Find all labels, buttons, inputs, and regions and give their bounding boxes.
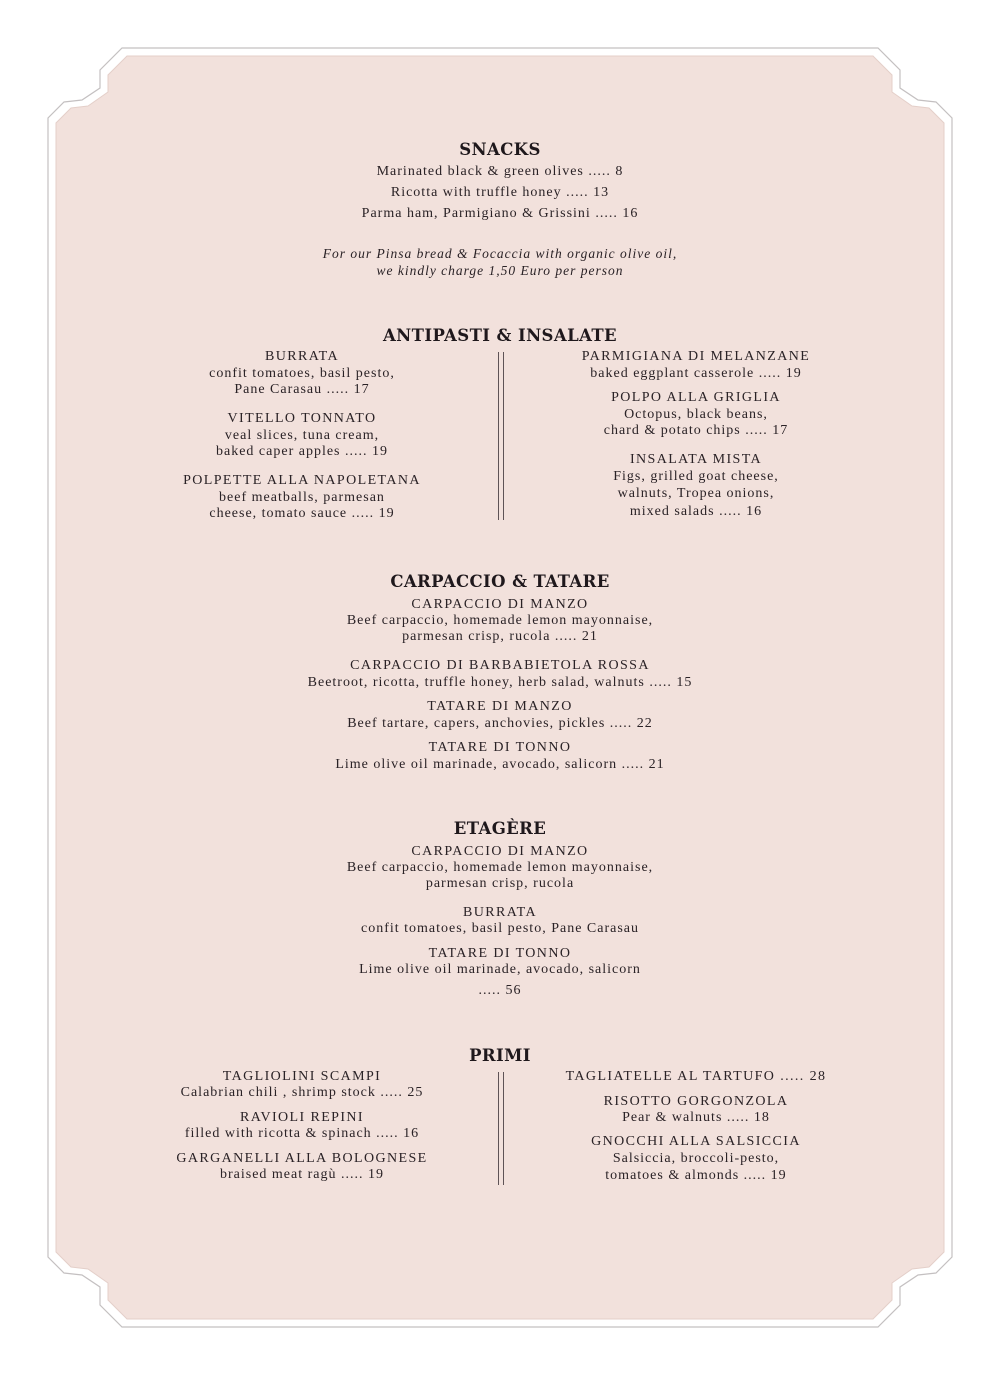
dish-name: TATARE DI TONNO [428, 740, 572, 755]
dish-description: Lime olive oil marinade, avocado, salicorn ..... 21 [335, 757, 665, 772]
dish-description: Beef carpaccio, homemade lemon mayonnaise, [346, 860, 654, 875]
dish-description: Octopus, black beans, [624, 407, 768, 422]
dish-name: POLPO ALLA GRIGLIA [611, 390, 781, 405]
dish-name: BURRATA [462, 905, 538, 920]
column-divider [498, 352, 504, 520]
carpaccio-title: CARPACCIO & TATARE [390, 572, 610, 591]
dish-name: TATARE DI TONNO [428, 946, 572, 961]
dish-description: walnuts, Tropea onions, [617, 486, 775, 501]
column-divider [498, 1072, 504, 1185]
dish-description: Salsiccia, broccoli-pesto, [612, 1151, 780, 1166]
snacks-title: SNACKS [459, 140, 541, 159]
dish-description: confit tomatoes, basil pesto, Pane Carasau [361, 921, 639, 936]
dish-description: braised meat ragù ..... 19 [219, 1167, 384, 1182]
dish-name: GNOCCHI ALLA SALSICCIA [591, 1134, 801, 1149]
dish-name: INSALATA MISTA [629, 452, 763, 467]
snack-item: Marinated black & green olives ..... 8 [376, 164, 624, 179]
etagere-title: ETAGÈRE [453, 819, 547, 838]
dish-description: Beetroot, ricotta, truffle honey, herb salad, walnuts ..... 15 [307, 675, 693, 690]
dish-description: Calabrian chili , shrimp stock ..... 25 [180, 1085, 424, 1100]
antipasti-title: ANTIPASTI & INSALATE [382, 326, 618, 345]
dish-name: TAGLIOLINI SCAMPI [222, 1069, 382, 1084]
bread-note-line: we kindly charge 1,50 Euro per person [376, 263, 624, 278]
snack-item: Ricotta with truffle honey ..... 13 [390, 185, 610, 200]
dish-name: CARPACCIO DI MANZO [411, 844, 589, 859]
dish-description: baked caper apples ..... 19 [216, 444, 388, 459]
dish-name: PARMIGIANA DI MELANZANE [581, 349, 811, 364]
dish-description: Pane Carasau ..... 17 [234, 382, 370, 397]
dish-name: TAGLIATELLE AL TARTUFO ..... 28 [565, 1069, 827, 1084]
dish-name: POLPETTE ALLA NAPOLETANA [183, 473, 421, 488]
dish-name: BURRATA [264, 349, 340, 364]
dish-description: filled with ricotta & spinach ..... 16 [184, 1126, 420, 1141]
dish-name: VITELLO TONNATO [227, 411, 377, 426]
dish-description: confit tomatoes, basil pesto, [209, 366, 395, 381]
dish-description: Lime olive oil marinade, avocado, salicorn [359, 962, 641, 977]
dish-name: CARPACCIO DI BARBABIETOLA ROSSA [350, 658, 650, 673]
dish-name: CARPACCIO DI MANZO [411, 597, 589, 612]
dish-description: cheese, tomato sauce ..... 19 [209, 506, 395, 521]
dish-description: Figs, grilled goat cheese, [613, 469, 779, 484]
primi-title: PRIMI [469, 1046, 531, 1065]
dish-description: Beef tartare, capers, anchovies, pickles ..... 22 [347, 716, 653, 731]
dish-description: baked eggplant casserole ..... 19 [590, 366, 802, 381]
snack-item: Parma ham, Parmigiano & Grissini ..... 16 [361, 206, 639, 221]
dish-description: Beef carpaccio, homemade lemon mayonnaise, [346, 613, 654, 628]
dish-name: TATARE DI MANZO [427, 699, 573, 714]
dish-name: RISOTTO GORGONZOLA [603, 1094, 789, 1109]
dish-name: RAVIOLI REPINI [240, 1110, 364, 1125]
etagere-price: ..... 56 [478, 983, 522, 998]
bread-note-line: For our Pinsa bread & Focaccia with organic olive oil, [322, 246, 678, 261]
dish-description: parmesan crisp, rucola [425, 876, 575, 891]
dish-description: tomatoes & almonds ..... 19 [605, 1168, 787, 1183]
dish-description: beef meatballs, parmesan [219, 490, 385, 505]
dish-description: chard & potato chips ..... 17 [603, 423, 789, 438]
dish-description: veal slices, tuna cream, [224, 428, 380, 443]
dish-description: mixed salads ..... 16 [629, 504, 763, 519]
dish-description: Pear & walnuts ..... 18 [622, 1110, 770, 1125]
dish-name: GARGANELLI ALLA BOLOGNESE [176, 1151, 428, 1166]
dish-description: parmesan crisp, rucola ..... 21 [402, 629, 598, 644]
